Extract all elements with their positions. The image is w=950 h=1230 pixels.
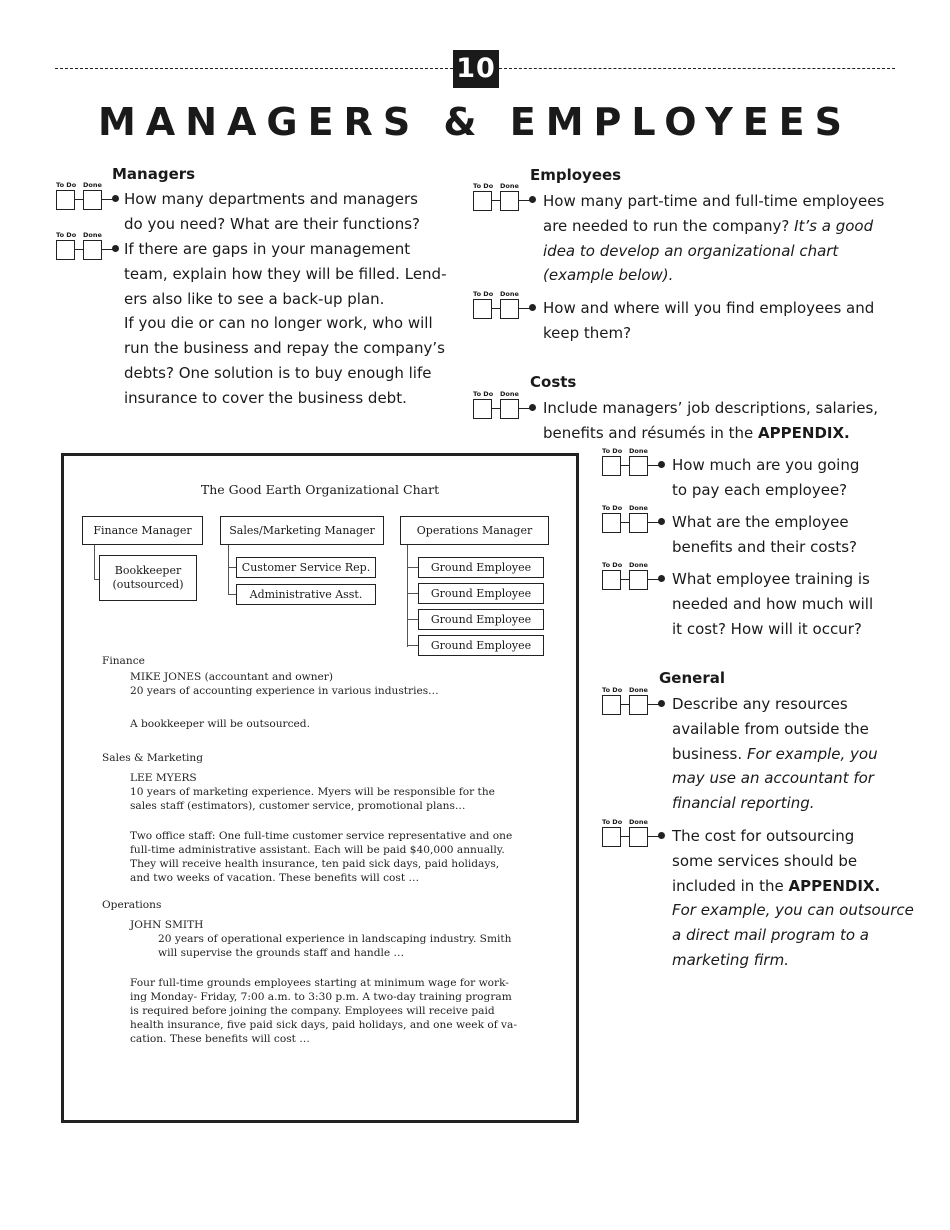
todo-done-checkbox[interactable]: To Do Done (473, 390, 535, 420)
todo-label: To Do (56, 181, 77, 189)
header-rule-left (55, 68, 453, 69)
todo-box[interactable] (473, 399, 492, 419)
done-label: Done (83, 181, 102, 189)
managers-item-1: How many departments and managers do you need? What are their functions? (124, 190, 420, 233)
todo-done-checkbox[interactable]: To Do Done (602, 447, 664, 477)
operations-manager-name: JOHN SMITH (130, 919, 204, 931)
bookkeeper-box: Bookkeeper (outsourced) (99, 555, 197, 601)
bullet-icon (658, 518, 665, 525)
bullet-icon (112, 245, 119, 252)
operations-manager-box: Operations Manager (400, 516, 549, 545)
page-title: MANAGERS & EMPLOYEES (97, 100, 853, 144)
todo-done-checkbox[interactable]: To Do Done (473, 290, 535, 320)
sales-heading: Sales & Marketing (102, 752, 203, 764)
todo-done-checkbox[interactable] (56, 181, 118, 211)
done-box[interactable] (83, 190, 102, 210)
costs-subitem-3: What employee training is needed and how much will it cost? How will it occur? (672, 570, 874, 638)
bullet-icon (658, 832, 665, 839)
finance-heading: Finance (102, 655, 145, 667)
todo-box[interactable] (473, 191, 492, 211)
operations-heading: Operations (102, 899, 162, 911)
done-box[interactable] (629, 827, 648, 847)
sales-manager-box: Sales/Marketing Manager (220, 516, 384, 545)
costs-subitem-2: What are the employee benefits and their costs? (672, 513, 858, 556)
managers-heading: Managers (112, 165, 196, 183)
todo-box[interactable] (602, 513, 621, 533)
bullet-icon (529, 304, 536, 311)
todo-done-checkbox[interactable]: To Do Done (602, 504, 664, 534)
org-chart-example (61, 453, 579, 1123)
done-box[interactable] (629, 456, 648, 476)
done-box[interactable] (500, 299, 519, 319)
finance-note: A bookkeeper will be outsourced. (130, 718, 310, 730)
sales-description: LEE MYERS 10 years of marketing experience. Myers will be responsible for the sales staff (estimators), customer service, promotional plans… (130, 772, 495, 812)
sales-note: Two office staff: One full-time customer service representative and one full-time administrative assistant. Each will be paid $40,000 annually. They will receive health insurance, ten paid sick days, paid holidays, and two weeks of vacation. These benefits will cost … (130, 830, 513, 884)
ground-employee-box: Ground Employee (418, 583, 544, 604)
done-box[interactable] (629, 695, 648, 715)
bullet-icon (529, 196, 536, 203)
done-box[interactable] (629, 570, 648, 590)
general-item-1: Describe any resources available from outside the business. For example, you may use an accountant for financial reporting. (672, 695, 878, 813)
operations-note: Four full-time grounds employees starting at minimum wage for work- ing Monday- Friday, 7:00 a.m. to 3:30 p.m. A two-day training program is required before joining the company. Employees will receive paid health insurance, five paid sick days, paid holidays, and one week of va- cation. These benefits will cost … (130, 977, 517, 1045)
header-rule-right (499, 68, 895, 69)
bullet-icon (112, 195, 119, 202)
todo-box[interactable] (602, 695, 621, 715)
general-heading: General (659, 669, 725, 687)
todo-done-checkbox[interactable]: To Do Done (602, 561, 664, 591)
bullet-icon (658, 575, 665, 582)
employees-item-2: How and where will you find employees and keep them? (543, 299, 875, 342)
todo-done-checkbox[interactable]: To Do Done (602, 686, 664, 716)
ground-employee-box: Ground Employee (418, 635, 544, 656)
todo-done-checkbox[interactable]: To Do Done (602, 818, 664, 848)
todo-box[interactable] (602, 456, 621, 476)
bullet-icon (658, 461, 665, 468)
administrative-asst-box: Administrative Asst. (236, 584, 376, 605)
done-box[interactable] (629, 513, 648, 533)
costs-item-1: Include managers’ job descriptions, salaries, benefits and résumés in the APPENDIX. (543, 399, 879, 442)
employees-item-1: How many part-time and full-time employees are needed to run the company? It’s a good idea to develop an organizational chart (example below). (543, 192, 885, 285)
employees-heading: Employees (530, 166, 622, 184)
todo-box[interactable] (602, 827, 621, 847)
ground-employee-box: Ground Employee (418, 609, 544, 630)
todo-box[interactable] (56, 190, 75, 210)
todo-box[interactable] (473, 299, 492, 319)
costs-subitem-1: How much are you going to pay each employee? (672, 456, 860, 499)
todo-done-checkbox[interactable]: To Do Done (473, 182, 535, 212)
operations-description: 20 years of operational experience in landscaping industry. Smith will supervise the grounds staff and handle … (158, 933, 512, 959)
finance-manager-box: Finance Manager (82, 516, 203, 545)
managers-item-2: If there are gaps in your management team, explain how they will be filled. Lend- ers also like to see a back-up plan. If you die or can no longer work, who will run the business and repay the company’s debts? One solution is to buy enough life insurance to cover the business debt. (124, 240, 447, 407)
done-box[interactable] (83, 240, 102, 260)
bullet-icon (529, 404, 536, 411)
finance-description: MIKE JONES (accountant and owner) 20 years of accounting experience in various industries… (130, 671, 439, 697)
ground-employee-box: Ground Employee (418, 557, 544, 578)
done-box[interactable] (500, 399, 519, 419)
org-chart-title: The Good Earth Organizational Chart (200, 482, 440, 497)
customer-service-rep-box: Customer Service Rep. (236, 557, 376, 578)
todo-box[interactable] (56, 240, 75, 260)
costs-heading: Costs (530, 373, 577, 391)
chapter-number: 10 (453, 50, 499, 88)
todo-box[interactable] (602, 570, 621, 590)
todo-done-checkbox[interactable]: To Do Done (56, 231, 118, 261)
general-item-2: The cost for outsourcing some services should be included in the APPENDIX. For example, you can outsource a direct mail program to a marketing firm. (672, 827, 914, 969)
bullet-icon (658, 700, 665, 707)
done-box[interactable] (500, 191, 519, 211)
